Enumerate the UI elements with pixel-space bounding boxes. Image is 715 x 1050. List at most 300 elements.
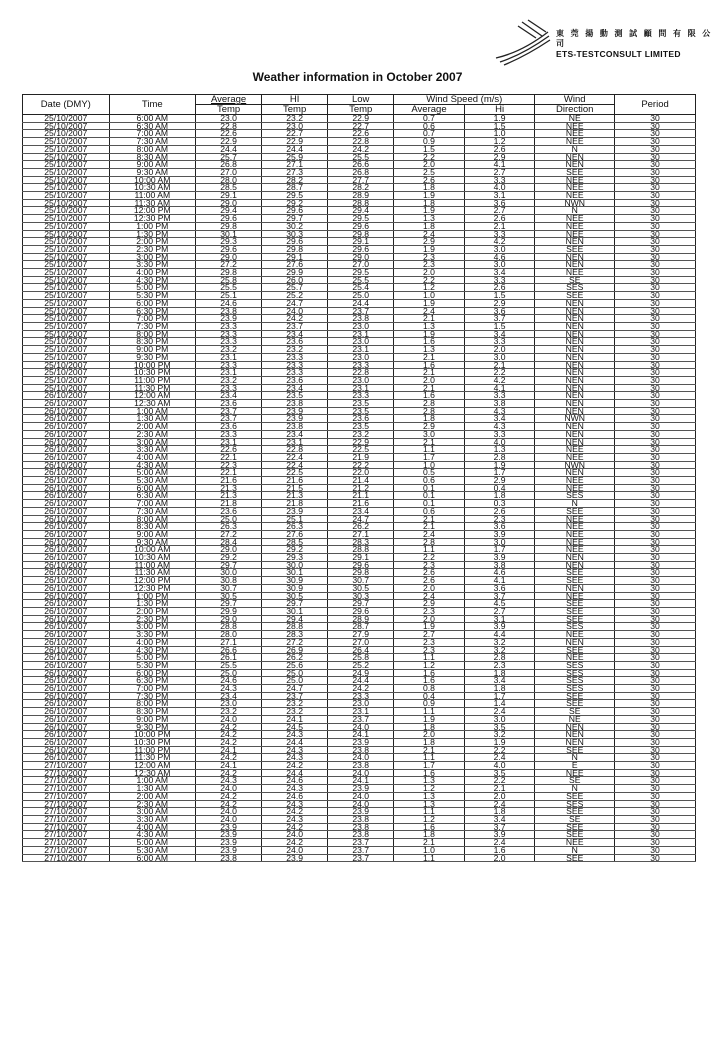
cell-low-temp: 23.8 <box>328 746 394 754</box>
cell-ws-hi: 2.3 <box>464 661 535 669</box>
cell-ws-average: 2.4 <box>394 530 465 538</box>
cell-hi-temp: 24.2 <box>262 808 328 816</box>
cell-hi-temp: 25.6 <box>262 661 328 669</box>
cell-ws-average: 2.7 <box>394 631 465 639</box>
cell-avg-temp: 22.6 <box>196 130 262 138</box>
cell-time: 1:00 PM <box>109 592 196 600</box>
cell-period: 30 <box>615 646 696 654</box>
table-row <box>23 292 696 300</box>
cell-ws-hi: 3.0 <box>464 715 535 723</box>
cell-low-temp: 23.9 <box>328 785 394 793</box>
cell-ws-hi: 1.9 <box>464 461 535 469</box>
cell-low-temp: 21.4 <box>328 477 394 485</box>
cell-ws-hi: 2.3 <box>464 515 535 523</box>
cell-period: 30 <box>615 338 696 346</box>
table-row <box>23 769 696 777</box>
cell-ws-average: 2.3 <box>394 261 465 269</box>
cell-ws-average: 1.2 <box>394 661 465 669</box>
cell-wind-direction: NEE <box>535 215 615 223</box>
cell-ws-hi: 1.8 <box>464 492 535 500</box>
table-row <box>23 792 696 800</box>
cell-ws-hi: 2.6 <box>464 507 535 515</box>
cell-avg-temp: 23.9 <box>196 839 262 847</box>
cell-ws-average: 1.2 <box>394 284 465 292</box>
cell-low-temp: 27.0 <box>328 638 394 646</box>
table-row <box>23 738 696 746</box>
cell-ws-hi: 4.1 <box>464 577 535 585</box>
cell-avg-temp: 24.1 <box>196 746 262 754</box>
cell-avg-temp: 23.1 <box>196 369 262 377</box>
cell-avg-temp: 24.6 <box>196 677 262 685</box>
cell-time: 6:00 PM <box>109 299 196 307</box>
cell-date: 27/10/2007 <box>23 785 110 793</box>
cell-ws-average: 1.1 <box>394 708 465 716</box>
cell-wind-direction: SEE <box>535 831 615 839</box>
cell-period: 30 <box>615 315 696 323</box>
cell-period: 30 <box>615 530 696 538</box>
table-row <box>23 253 696 261</box>
cell-date: 25/10/2007 <box>23 138 110 146</box>
cell-time: 10:30 PM <box>109 738 196 746</box>
table-row <box>23 369 696 377</box>
cell-wind-direction: NEN <box>535 322 615 330</box>
cell-hi-temp: 29.6 <box>262 238 328 246</box>
cell-avg-temp: 25.7 <box>196 153 262 161</box>
cell-ws-average: 2.3 <box>394 638 465 646</box>
cell-date: 26/10/2007 <box>23 623 110 631</box>
cell-wind-direction: NEE <box>535 654 615 662</box>
cell-wind-direction: SE <box>535 708 615 716</box>
cell-avg-temp: 24.0 <box>196 785 262 793</box>
cell-wind-direction: SES <box>535 661 615 669</box>
cell-avg-temp: 23.4 <box>196 692 262 700</box>
cell-low-temp: 29.5 <box>328 215 394 223</box>
cell-date: 26/10/2007 <box>23 554 110 562</box>
cell-period: 30 <box>615 507 696 515</box>
cell-avg-temp: 22.8 <box>196 122 262 130</box>
cell-ws-average: 2.8 <box>394 538 465 546</box>
cell-time: 4:30 PM <box>109 646 196 654</box>
cell-date: 26/10/2007 <box>23 738 110 746</box>
cell-time: 8:00 PM <box>109 330 196 338</box>
cell-wind-direction: NEE <box>535 184 615 192</box>
table-row <box>23 415 696 423</box>
cell-time: 6:30 PM <box>109 307 196 315</box>
cell-time: 8:00 AM <box>109 515 196 523</box>
cell-low-temp: 28.7 <box>328 623 394 631</box>
cell-hi-temp: 29.3 <box>262 554 328 562</box>
cell-low-temp: 23.0 <box>328 322 394 330</box>
cell-ws-average: 0.5 <box>394 469 465 477</box>
cell-ws-average: 1.9 <box>394 245 465 253</box>
cell-ws-hi: 1.9 <box>464 738 535 746</box>
cell-wind-direction: SEE <box>535 615 615 623</box>
cell-low-temp: 27.9 <box>328 631 394 639</box>
table-row <box>23 854 696 862</box>
table-row <box>23 800 696 808</box>
cell-ws-average: 0.1 <box>394 484 465 492</box>
cell-period: 30 <box>615 168 696 176</box>
cell-time: 11:30 PM <box>109 384 196 392</box>
cell-ws-average: 1.1 <box>394 546 465 554</box>
cell-date: 25/10/2007 <box>23 384 110 392</box>
cell-low-temp: 22.7 <box>328 122 394 130</box>
table-row <box>23 492 696 500</box>
cell-hi-temp: 21.5 <box>262 484 328 492</box>
cell-low-temp: 24.1 <box>328 731 394 739</box>
cell-time: 11:30 AM <box>109 199 196 207</box>
cell-hi-temp: 22.9 <box>262 138 328 146</box>
cell-hi-temp: 24.3 <box>262 800 328 808</box>
cell-time: 12:00 AM <box>109 392 196 400</box>
cell-date: 26/10/2007 <box>23 469 110 477</box>
table-row <box>23 469 696 477</box>
cell-hi-temp: 24.3 <box>262 815 328 823</box>
cell-hi-temp: 30.9 <box>262 584 328 592</box>
table-row <box>23 199 696 207</box>
cell-ws-hi: 2.1 <box>464 222 535 230</box>
cell-avg-temp: 29.0 <box>196 546 262 554</box>
cell-wind-direction: NEN <box>535 430 615 438</box>
cell-avg-temp: 23.0 <box>196 115 262 123</box>
cell-hi-temp: 30.2 <box>262 222 328 230</box>
cell-ws-hi: 2.4 <box>464 800 535 808</box>
cell-hi-temp: 29.2 <box>262 199 328 207</box>
cell-ws-average: 1.8 <box>394 738 465 746</box>
cell-date: 26/10/2007 <box>23 754 110 762</box>
cell-avg-temp: 25.0 <box>196 515 262 523</box>
cell-ws-average: 2.1 <box>394 438 465 446</box>
cell-ws-average: 2.2 <box>394 554 465 562</box>
cell-avg-temp: 28.4 <box>196 538 262 546</box>
cell-period: 30 <box>615 846 696 854</box>
cell-ws-hi: 3.9 <box>464 554 535 562</box>
cell-ws-hi: 3.5 <box>464 769 535 777</box>
col-header-avg-temp: Temp <box>196 105 262 115</box>
cell-ws-hi: 4.3 <box>464 407 535 415</box>
cell-low-temp: 23.5 <box>328 400 394 408</box>
cell-ws-average: 2.0 <box>394 731 465 739</box>
cell-date: 27/10/2007 <box>23 769 110 777</box>
cell-time: 7:00 AM <box>109 500 196 508</box>
cell-time: 11:00 AM <box>109 192 196 200</box>
cell-date: 25/10/2007 <box>23 269 110 277</box>
cell-ws-average: 1.2 <box>394 815 465 823</box>
cell-low-temp: 23.6 <box>328 415 394 423</box>
company-logo <box>492 18 552 66</box>
cell-period: 30 <box>615 738 696 746</box>
cell-wind-direction: NWN <box>535 461 615 469</box>
cell-low-temp: 30.5 <box>328 584 394 592</box>
cell-period: 30 <box>615 715 696 723</box>
table-row <box>23 315 696 323</box>
cell-wind-direction: NEE <box>535 122 615 130</box>
table-row <box>23 546 696 554</box>
cell-wind-direction: NEN <box>535 400 615 408</box>
cell-time: 1:00 AM <box>109 407 196 415</box>
cell-avg-temp: 23.9 <box>196 846 262 854</box>
cell-period: 30 <box>615 138 696 146</box>
cell-avg-temp: 27.2 <box>196 530 262 538</box>
cell-wind-direction: NEE <box>535 269 615 277</box>
cell-ws-average: 1.8 <box>394 723 465 731</box>
cell-ws-average: 1.3 <box>394 792 465 800</box>
cell-wind-direction: N <box>535 207 615 215</box>
cell-avg-temp: 30.0 <box>196 569 262 577</box>
cell-ws-average: 1.3 <box>394 322 465 330</box>
cell-ws-average: 2.0 <box>394 376 465 384</box>
cell-wind-direction: NEE <box>535 192 615 200</box>
cell-wind-direction: NEN <box>535 638 615 646</box>
table-row <box>23 269 696 277</box>
cell-period: 30 <box>615 577 696 585</box>
cell-date: 25/10/2007 <box>23 153 110 161</box>
cell-ws-average: 2.0 <box>394 584 465 592</box>
cell-time: 12:30 PM <box>109 215 196 223</box>
cell-period: 30 <box>615 407 696 415</box>
cell-wind-direction: N <box>535 754 615 762</box>
cell-ws-average: 2.3 <box>394 561 465 569</box>
cell-ws-average: 1.3 <box>394 346 465 354</box>
cell-ws-hi: 3.7 <box>464 823 535 831</box>
cell-date: 25/10/2007 <box>23 292 110 300</box>
cell-ws-hi: 2.6 <box>464 215 535 223</box>
page-title: Weather information in October 2007 <box>252 70 463 84</box>
cell-time: 4:00 PM <box>109 269 196 277</box>
cell-period: 30 <box>615 708 696 716</box>
cell-ws-average: 1.7 <box>394 453 465 461</box>
cell-low-temp: 24.4 <box>328 677 394 685</box>
cell-low-temp: 24.9 <box>328 669 394 677</box>
table-row <box>23 577 696 585</box>
cell-avg-temp: 29.4 <box>196 207 262 215</box>
cell-low-temp: 29.6 <box>328 222 394 230</box>
cell-avg-temp: 24.2 <box>196 800 262 808</box>
cell-hi-temp: 28.8 <box>262 623 328 631</box>
cell-low-temp: 26.2 <box>328 523 394 531</box>
cell-period: 30 <box>615 207 696 215</box>
cell-low-temp: 23.8 <box>328 815 394 823</box>
cell-ws-average: 1.1 <box>394 754 465 762</box>
cell-date: 26/10/2007 <box>23 584 110 592</box>
cell-date: 26/10/2007 <box>23 638 110 646</box>
table-row <box>23 145 696 153</box>
cell-time: 3:00 PM <box>109 623 196 631</box>
cell-low-temp: 23.0 <box>328 700 394 708</box>
cell-period: 30 <box>615 122 696 130</box>
cell-time: 8:30 AM <box>109 153 196 161</box>
cell-hi-temp: 22.8 <box>262 446 328 454</box>
cell-ws-hi: 2.1 <box>464 361 535 369</box>
table-row <box>23 623 696 631</box>
col-header-low-temp: Temp <box>328 105 394 115</box>
table-row <box>23 823 696 831</box>
cell-time: 9:30 PM <box>109 723 196 731</box>
cell-ws-hi: 2.6 <box>464 145 535 153</box>
cell-period: 30 <box>615 638 696 646</box>
cell-date: 27/10/2007 <box>23 777 110 785</box>
table-row <box>23 392 696 400</box>
cell-hi-temp: 23.7 <box>262 322 328 330</box>
cell-wind-direction: NEE <box>535 453 615 461</box>
cell-avg-temp: 23.6 <box>196 507 262 515</box>
cell-hi-temp: 23.4 <box>262 330 328 338</box>
cell-time: 1:30 PM <box>109 600 196 608</box>
cell-time: 3:30 AM <box>109 815 196 823</box>
table-row <box>23 261 696 269</box>
cell-period: 30 <box>615 600 696 608</box>
cell-ws-hi: 3.4 <box>464 677 535 685</box>
cell-avg-temp: 25.8 <box>196 276 262 284</box>
cell-hi-temp: 24.6 <box>262 792 328 800</box>
cell-date: 26/10/2007 <box>23 415 110 423</box>
cell-ws-hi: 3.9 <box>464 831 535 839</box>
cell-avg-temp: 21.8 <box>196 500 262 508</box>
cell-wind-direction: NEN <box>535 423 615 431</box>
cell-avg-temp: 23.9 <box>196 823 262 831</box>
cell-ws-average: 2.0 <box>394 161 465 169</box>
cell-avg-temp: 26.1 <box>196 654 262 662</box>
cell-date: 27/10/2007 <box>23 808 110 816</box>
cell-wind-direction: SES <box>535 284 615 292</box>
cell-low-temp: 23.0 <box>328 376 394 384</box>
cell-ws-hi: 3.2 <box>464 646 535 654</box>
cell-wind-direction: SEE <box>535 646 615 654</box>
cell-period: 30 <box>615 623 696 631</box>
cell-avg-temp: 28.5 <box>196 184 262 192</box>
cell-wind-direction: SEE <box>535 608 615 616</box>
cell-ws-average: 0.7 <box>394 130 465 138</box>
cell-period: 30 <box>615 400 696 408</box>
table-row <box>23 831 696 839</box>
table-row <box>23 762 696 770</box>
cell-avg-temp: 28.0 <box>196 631 262 639</box>
cell-time: 6:00 PM <box>109 669 196 677</box>
cell-date: 25/10/2007 <box>23 276 110 284</box>
cell-wind-direction: NEN <box>535 261 615 269</box>
cell-ws-average: 1.8 <box>394 415 465 423</box>
cell-ws-hi: 3.9 <box>464 530 535 538</box>
cell-wind-direction: SES <box>535 623 615 631</box>
cell-ws-average: 1.6 <box>394 338 465 346</box>
cell-low-temp: 22.9 <box>328 115 394 123</box>
table-row <box>23 815 696 823</box>
cell-ws-average: 2.3 <box>394 608 465 616</box>
cell-hi-temp: 30.9 <box>262 577 328 585</box>
cell-time: 3:00 AM <box>109 808 196 816</box>
table-row <box>23 723 696 731</box>
cell-low-temp: 24.0 <box>328 754 394 762</box>
cell-period: 30 <box>615 692 696 700</box>
cell-wind-direction: NEN <box>535 369 615 377</box>
table-row <box>23 461 696 469</box>
cell-hi-temp: 24.2 <box>262 315 328 323</box>
cell-ws-hi: 2.9 <box>464 477 535 485</box>
cell-hi-temp: 25.7 <box>262 284 328 292</box>
cell-date: 27/10/2007 <box>23 839 110 847</box>
cell-date: 26/10/2007 <box>23 715 110 723</box>
cell-time: 11:30 AM <box>109 569 196 577</box>
cell-ws-hi: 3.7 <box>464 592 535 600</box>
cell-hi-temp: 29.5 <box>262 192 328 200</box>
cell-hi-temp: 26.2 <box>262 654 328 662</box>
cell-time: 8:30 AM <box>109 523 196 531</box>
cell-time: 12:00 PM <box>109 577 196 585</box>
cell-low-temp: 23.1 <box>328 346 394 354</box>
cell-low-temp: 23.5 <box>328 423 394 431</box>
cell-ws-hi: 1.7 <box>464 546 535 554</box>
cell-wind-direction: SEE <box>535 569 615 577</box>
cell-low-temp: 22.8 <box>328 138 394 146</box>
cell-hi-temp: 30.1 <box>262 608 328 616</box>
cell-low-temp: 23.3 <box>328 692 394 700</box>
cell-hi-temp: 23.7 <box>262 692 328 700</box>
cell-ws-average: 2.1 <box>394 839 465 847</box>
cell-ws-hi: 1.6 <box>464 846 535 854</box>
cell-time: 2:00 AM <box>109 423 196 431</box>
cell-avg-temp: 26.8 <box>196 161 262 169</box>
cell-avg-temp: 23.7 <box>196 407 262 415</box>
cell-period: 30 <box>615 754 696 762</box>
cell-avg-temp: 25.0 <box>196 669 262 677</box>
cell-time: 2:00 PM <box>109 608 196 616</box>
table-row <box>23 746 696 754</box>
cell-time: 9:00 PM <box>109 715 196 723</box>
table-row <box>23 661 696 669</box>
cell-period: 30 <box>615 554 696 562</box>
cell-wind-direction: NEE <box>535 523 615 531</box>
cell-time: 3:30 AM <box>109 446 196 454</box>
cell-hi-temp: 24.4 <box>262 769 328 777</box>
table-row <box>23 207 696 215</box>
cell-date: 26/10/2007 <box>23 407 110 415</box>
cell-ws-average: 2.6 <box>394 176 465 184</box>
cell-wind-direction: NWN <box>535 199 615 207</box>
cell-low-temp: 21.6 <box>328 500 394 508</box>
cell-ws-average: 2.9 <box>394 423 465 431</box>
cell-date: 27/10/2007 <box>23 854 110 862</box>
cell-ws-average: 1.6 <box>394 769 465 777</box>
cell-date: 26/10/2007 <box>23 615 110 623</box>
cell-wind-direction: NEN <box>535 384 615 392</box>
cell-low-temp: 23.0 <box>328 338 394 346</box>
table-row <box>23 846 696 854</box>
cell-date: 25/10/2007 <box>23 253 110 261</box>
cell-date: 25/10/2007 <box>23 369 110 377</box>
cell-date: 25/10/2007 <box>23 284 110 292</box>
cell-ws-average: 1.5 <box>394 145 465 153</box>
cell-ws-average: 0.1 <box>394 492 465 500</box>
cell-ws-average: 2.6 <box>394 577 465 585</box>
cell-wind-direction: NEN <box>535 392 615 400</box>
cell-time: 1:00 AM <box>109 777 196 785</box>
cell-ws-hi: 1.7 <box>464 692 535 700</box>
cell-low-temp: 25.5 <box>328 276 394 284</box>
cell-ws-hi: 2.2 <box>464 746 535 754</box>
table-row <box>23 569 696 577</box>
cell-wind-direction: NEE <box>535 222 615 230</box>
table-row <box>23 592 696 600</box>
company-name-cn: 東 莞 揚 動 測 試 顧 問 有 限 公 司 <box>556 29 713 48</box>
cell-hi-temp: 25.2 <box>262 292 328 300</box>
cell-time: 12:00 PM <box>109 207 196 215</box>
cell-date: 26/10/2007 <box>23 423 110 431</box>
cell-avg-temp: 23.3 <box>196 361 262 369</box>
cell-avg-temp: 30.1 <box>196 230 262 238</box>
cell-wind-direction: NEN <box>535 353 615 361</box>
cell-hi-temp: 25.1 <box>262 515 328 523</box>
cell-date: 26/10/2007 <box>23 608 110 616</box>
